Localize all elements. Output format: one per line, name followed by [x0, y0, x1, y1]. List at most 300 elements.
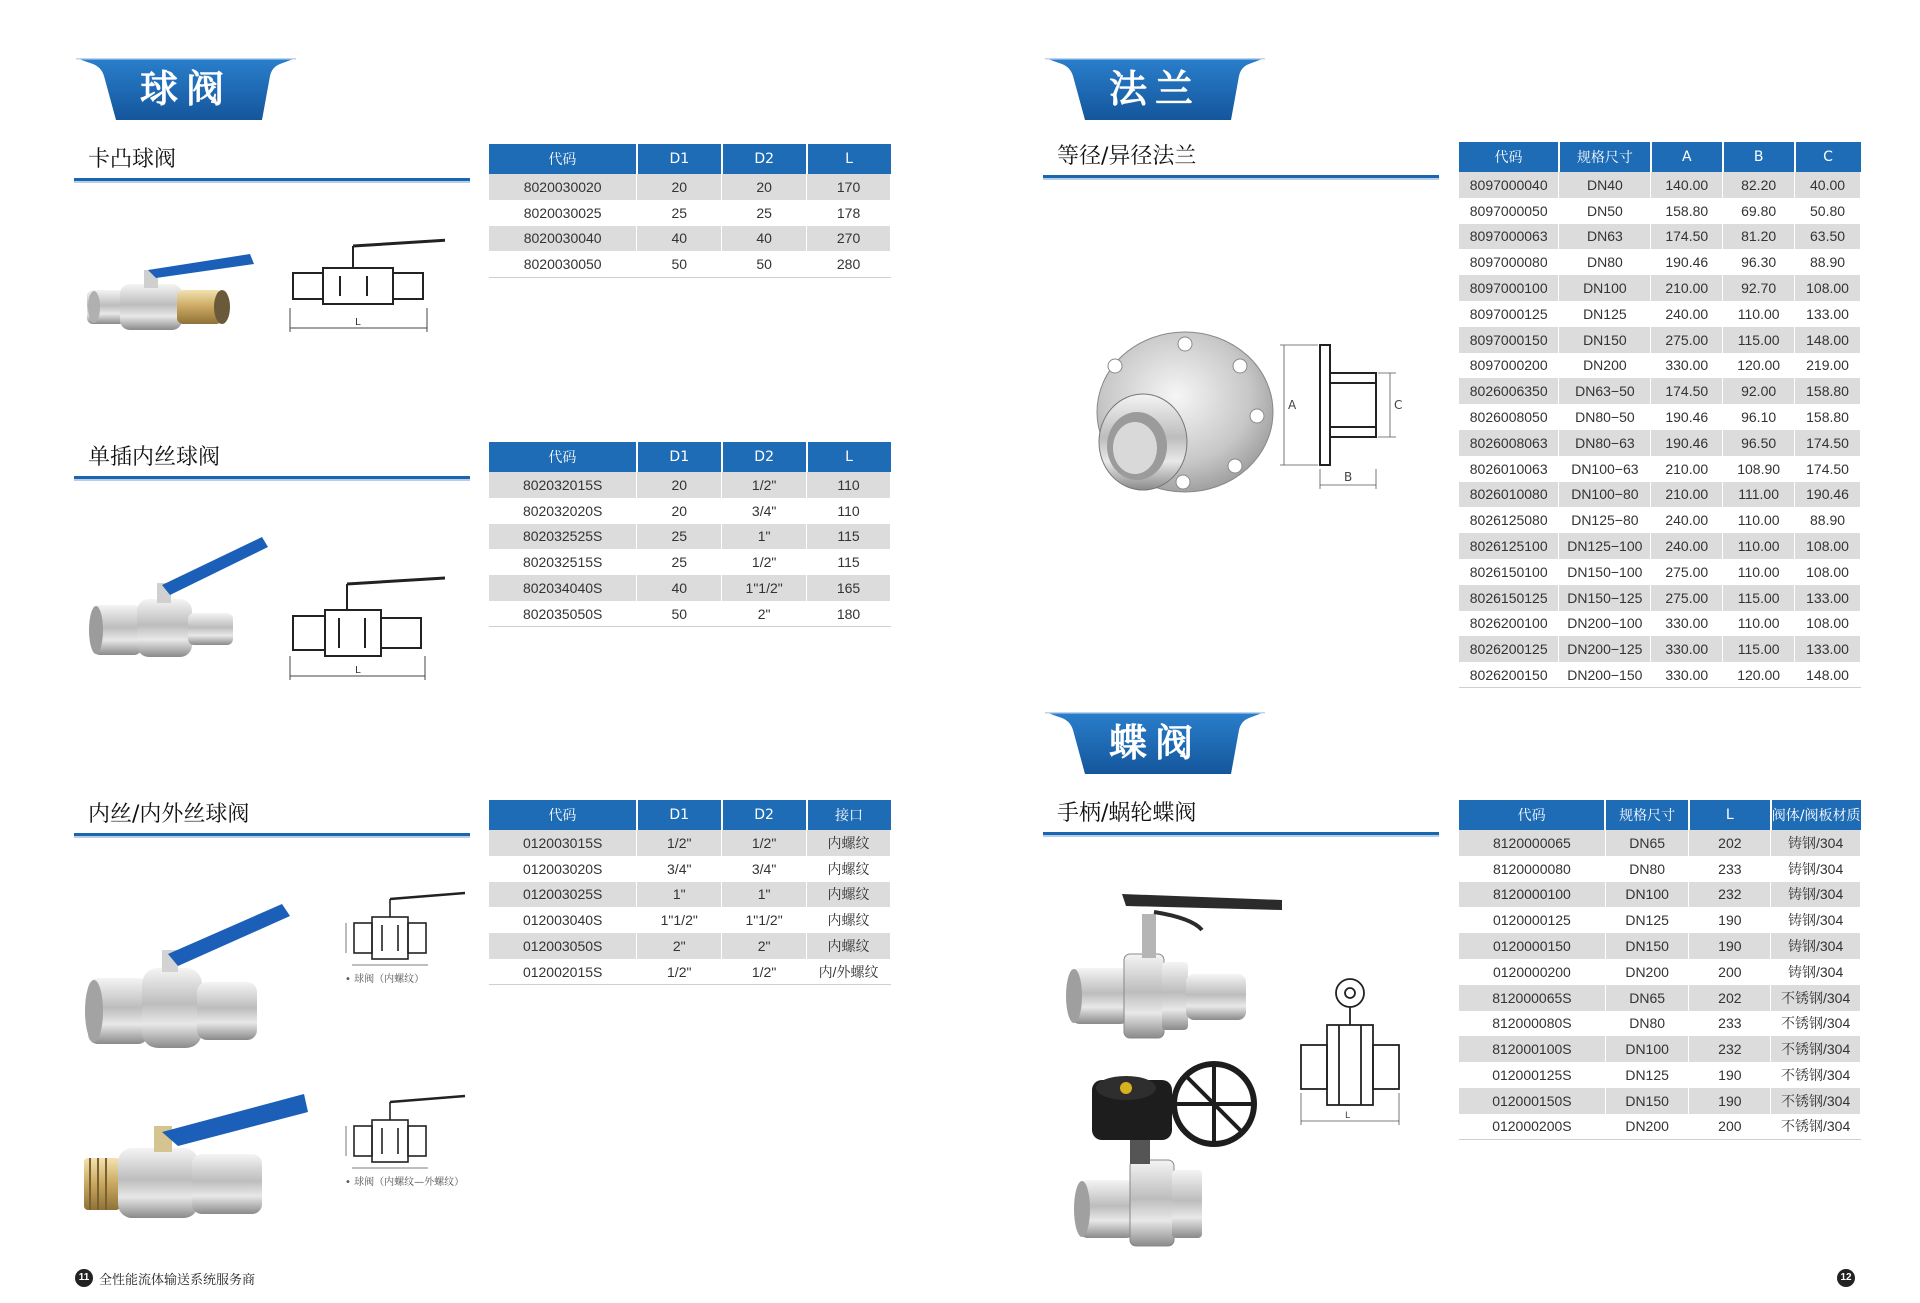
- table-cell: 330.00: [1651, 353, 1723, 379]
- footer-slogan: 全性能流体输送系统服务商: [99, 1272, 256, 1288]
- table-row: [1459, 1011, 1861, 1037]
- table-cell: 铸钢/304: [1771, 830, 1861, 856]
- table-row: [1459, 378, 1861, 404]
- table-cell: 不锈钢/304: [1771, 1062, 1861, 1088]
- subsection-title: 内丝/内外丝球阀: [88, 802, 250, 827]
- table-cell: 210.00: [1651, 275, 1723, 301]
- table-cell: 148.00: [1795, 327, 1861, 353]
- table-row: [1459, 636, 1861, 662]
- table-cell: DN63−50: [1559, 378, 1651, 404]
- table-cell: DN80: [1605, 856, 1689, 882]
- table-cell: 8097000080: [1459, 249, 1559, 275]
- table-cell: DN80: [1605, 1011, 1689, 1037]
- table-cell: 25: [637, 549, 722, 575]
- subsection-heading-ns: [74, 800, 470, 838]
- table-cell: 1": [722, 524, 807, 550]
- table-cell: 108.00: [1795, 533, 1861, 559]
- table-row: [1459, 275, 1861, 301]
- table-cell: 012000150S: [1459, 1088, 1605, 1114]
- table-cell: 190.46: [1651, 249, 1723, 275]
- column-header: B: [1723, 142, 1795, 172]
- table-cell: 8026125080: [1459, 507, 1559, 533]
- table-cell: 内螺纹: [807, 882, 891, 908]
- table-cell: 铸钢/304: [1771, 856, 1861, 882]
- heading-underline: [74, 476, 470, 481]
- table-cell: 3/4": [722, 856, 807, 882]
- table-cell: 110.00: [1723, 507, 1795, 533]
- table-cell: 232: [1689, 882, 1771, 908]
- table-cell: 内螺纹: [807, 856, 891, 882]
- table-row: [489, 226, 891, 252]
- table-cell: 2": [722, 933, 807, 959]
- section-banner-flange: [1045, 58, 1265, 120]
- table-cell: 铸钢/304: [1771, 907, 1861, 933]
- table-cell: DN200−125: [1559, 636, 1651, 662]
- table-cell: 111.00: [1723, 482, 1795, 508]
- table-cell: 174.50: [1651, 378, 1723, 404]
- table-cell: 8020030050: [489, 251, 637, 277]
- table-cell: 802032525S: [489, 524, 637, 550]
- table-cell: DN150: [1605, 1088, 1689, 1114]
- table-row: [1459, 507, 1861, 533]
- table-cell: 88.90: [1795, 507, 1861, 533]
- table-cell: 8020030025: [489, 200, 637, 226]
- table-cell: 802032015S: [489, 472, 637, 498]
- table-cell: 1/2": [637, 959, 722, 985]
- table-cell: 240.00: [1651, 301, 1723, 327]
- table-row: [489, 200, 891, 226]
- table-cell: DN65: [1605, 985, 1689, 1011]
- table-cell: DN63: [1559, 224, 1651, 250]
- table-row: [1459, 224, 1861, 250]
- table-cell: 8020030020: [489, 174, 637, 200]
- section-title: 法兰: [1108, 67, 1201, 111]
- table-cell: 110.00: [1723, 533, 1795, 559]
- table-cell: 8026010063: [1459, 456, 1559, 482]
- table-cell: 812000080S: [1459, 1011, 1605, 1037]
- column-header: 代码: [489, 442, 637, 472]
- table-cell: 110.00: [1723, 559, 1795, 585]
- table-row: [1459, 353, 1861, 379]
- table-cell: 110: [807, 472, 891, 498]
- table-cell: 2": [637, 933, 722, 959]
- table-cell: 012000125S: [1459, 1062, 1605, 1088]
- ball-valve-ns-drawing-1: [340, 885, 470, 975]
- ball-valve-dc-photo: [82, 535, 272, 670]
- table-row: [1459, 172, 1861, 198]
- table-row: [1459, 611, 1861, 637]
- table-cell: 50: [637, 601, 722, 627]
- dim-label: B: [1344, 470, 1353, 484]
- table-cell: 108.00: [1795, 611, 1861, 637]
- table-cell: 115: [807, 549, 891, 575]
- table-row: [1459, 1088, 1861, 1114]
- table-cell: 0120000150: [1459, 933, 1605, 959]
- table-row: [1459, 533, 1861, 559]
- table-cell: DN125−100: [1559, 533, 1651, 559]
- table-cell: 330.00: [1651, 611, 1723, 637]
- table-cell: DN125: [1559, 301, 1651, 327]
- table-cell: 不锈钢/304: [1771, 1036, 1861, 1062]
- table-cell: 20: [722, 174, 807, 200]
- table-cell: 8026008063: [1459, 430, 1559, 456]
- table-cell: 50: [722, 251, 807, 277]
- column-header: D2: [722, 144, 807, 174]
- table-cell: 802035050S: [489, 601, 637, 627]
- table-row: [1459, 1062, 1861, 1088]
- table-cell: 8020030040: [489, 226, 637, 252]
- table-cell: 802032515S: [489, 549, 637, 575]
- table-cell: 190: [1689, 933, 1771, 959]
- table-cell: 158.80: [1795, 378, 1861, 404]
- table-cell: DN100−63: [1559, 456, 1651, 482]
- column-header: 接口: [807, 800, 891, 830]
- column-header: D1: [637, 442, 722, 472]
- ball-valve-kt-photo: [82, 240, 262, 350]
- column-header: 阀体/阀板材质: [1771, 800, 1861, 830]
- page-number-right: 12: [1837, 1269, 1855, 1287]
- table-cell: 8097000063: [1459, 224, 1559, 250]
- table-row: [489, 498, 891, 524]
- table-cell: 190: [1689, 1062, 1771, 1088]
- flange-drawing: [1270, 335, 1410, 495]
- table-cell: 不锈钢/304: [1771, 1114, 1861, 1140]
- table-cell: 012002015S: [489, 959, 637, 985]
- subsection-title: 卡凸球阀: [88, 147, 177, 172]
- table-cell: 270: [807, 226, 891, 252]
- table-cell: 115.00: [1723, 636, 1795, 662]
- column-header: D2: [722, 442, 807, 472]
- table-cell: 158.80: [1795, 404, 1861, 430]
- table-cell: 200: [1689, 959, 1771, 985]
- table-cell: 240.00: [1651, 507, 1723, 533]
- table-cell: 8120000065: [1459, 830, 1605, 856]
- table-row: [1459, 856, 1861, 882]
- table-cell: 280: [807, 251, 891, 277]
- subsection-title: 单插内丝球阀: [88, 445, 221, 470]
- table-row: [1459, 559, 1861, 585]
- table-row: [1459, 830, 1861, 856]
- table-cell: 202: [1689, 830, 1771, 856]
- subsection-heading-dc: [74, 443, 470, 481]
- table-cell: 219.00: [1795, 353, 1861, 379]
- table-cell: 174.50: [1795, 430, 1861, 456]
- column-header: C: [1795, 142, 1861, 172]
- table-cell: 115.00: [1723, 585, 1795, 611]
- table-cell: 8026125100: [1459, 533, 1559, 559]
- table-cell: 232: [1689, 1036, 1771, 1062]
- table-cell: DN200−100: [1559, 611, 1651, 637]
- table-row: [1459, 1036, 1861, 1062]
- table-cell: 8026200150: [1459, 662, 1559, 688]
- table-cell: 8097000100: [1459, 275, 1559, 301]
- dim-label: L: [1345, 1111, 1351, 1121]
- drawing-caption: • 球阀（内螺纹—外螺纹）: [345, 1177, 465, 1188]
- subsection-title: 手柄/蜗轮蝶阀: [1057, 801, 1197, 826]
- table-cell: 012003025S: [489, 882, 637, 908]
- butterfly-valve-drawing: [1295, 975, 1405, 1135]
- table-cell: 25: [637, 524, 722, 550]
- table-cell: 802034040S: [489, 575, 637, 601]
- table-cell: 240.00: [1651, 533, 1723, 559]
- subsection-title: 等径/异径法兰: [1057, 144, 1197, 169]
- table-cell: 275.00: [1651, 327, 1723, 353]
- table-cell: 174.50: [1795, 456, 1861, 482]
- table-cell: 96.10: [1723, 404, 1795, 430]
- table-cell: DN150: [1605, 933, 1689, 959]
- table-row: [489, 575, 891, 601]
- heading-underline: [74, 833, 470, 838]
- table-cell: 1": [637, 882, 722, 908]
- table-cell: DN200: [1605, 959, 1689, 985]
- table-cell: 148.00: [1795, 662, 1861, 688]
- table-cell: 8026010080: [1459, 482, 1559, 508]
- table-row: [489, 933, 891, 959]
- spec-table-ns: [489, 800, 891, 985]
- table-cell: 1/2": [722, 959, 807, 985]
- table-row: [1459, 327, 1861, 353]
- table-cell: 0120000125: [1459, 907, 1605, 933]
- table-cell: 190.46: [1651, 404, 1723, 430]
- table-cell: 115.00: [1723, 327, 1795, 353]
- table-cell: 8026200125: [1459, 636, 1559, 662]
- column-header: 规格尺寸: [1559, 142, 1651, 172]
- table-cell: 8097000050: [1459, 198, 1559, 224]
- table-cell: DN100−80: [1559, 482, 1651, 508]
- table-row: [1459, 907, 1861, 933]
- table-row: [1459, 301, 1861, 327]
- table-cell: 81.20: [1723, 224, 1795, 250]
- column-header: D1: [637, 800, 722, 830]
- table-cell: 012003050S: [489, 933, 637, 959]
- section-title: 蝶阀: [1108, 721, 1201, 765]
- table-cell: 1": [722, 882, 807, 908]
- table-cell: 165: [807, 575, 891, 601]
- table-row: [1459, 404, 1861, 430]
- table-cell: DN125−80: [1559, 507, 1651, 533]
- table-cell: DN100: [1605, 1036, 1689, 1062]
- table-cell: 108.00: [1795, 559, 1861, 585]
- table-cell: DN150−100: [1559, 559, 1651, 585]
- table-cell: DN80−63: [1559, 430, 1651, 456]
- spec-table-dc: [489, 442, 891, 627]
- ball-valve-ns-photo-1: [82, 898, 292, 1058]
- table-cell: 内/外螺纹: [807, 959, 891, 985]
- spec-table-kt: [489, 144, 891, 278]
- table-cell: 8097000040: [1459, 172, 1559, 198]
- table-row: [1459, 959, 1861, 985]
- table-cell: DN150−125: [1559, 585, 1651, 611]
- table-cell: 8026006350: [1459, 378, 1559, 404]
- table-cell: 1/2": [722, 549, 807, 575]
- subsection-heading-bf: [1043, 799, 1439, 837]
- table-cell: DN80−50: [1559, 404, 1651, 430]
- table-cell: DN40: [1559, 172, 1651, 198]
- table-row: [489, 907, 891, 933]
- column-header: A: [1651, 142, 1723, 172]
- table-cell: DN200: [1559, 353, 1651, 379]
- table-cell: 铸钢/304: [1771, 959, 1861, 985]
- heading-underline: [1043, 832, 1439, 837]
- table-cell: DN50: [1559, 198, 1651, 224]
- section-banner-butterfly: [1045, 712, 1265, 774]
- table-cell: 1/2": [722, 472, 807, 498]
- table-cell: DN200: [1605, 1114, 1689, 1140]
- column-header: 代码: [489, 144, 637, 174]
- table-cell: 012003040S: [489, 907, 637, 933]
- spec-table-fl: [1459, 142, 1861, 688]
- table-cell: 40.00: [1795, 172, 1861, 198]
- page-number-left: 11: [75, 1269, 93, 1287]
- table-cell: 铸钢/304: [1771, 933, 1861, 959]
- table-cell: 8026150100: [1459, 559, 1559, 585]
- table-cell: DN125: [1605, 907, 1689, 933]
- footer-left: [75, 1267, 255, 1289]
- table-cell: DN80: [1559, 249, 1651, 275]
- dim-label: C: [1394, 398, 1403, 412]
- column-header: L: [1689, 800, 1771, 830]
- table-row: [1459, 482, 1861, 508]
- table-row: [489, 524, 891, 550]
- table-cell: 不锈钢/304: [1771, 1011, 1861, 1037]
- table-cell: 50.80: [1795, 198, 1861, 224]
- table-cell: 88.90: [1795, 249, 1861, 275]
- table-cell: 190: [1689, 907, 1771, 933]
- table-cell: 812000100S: [1459, 1036, 1605, 1062]
- table-cell: 96.30: [1723, 249, 1795, 275]
- table-cell: 275.00: [1651, 585, 1723, 611]
- table-cell: 174.50: [1651, 224, 1723, 250]
- column-header: 代码: [1459, 800, 1605, 830]
- column-header: D1: [637, 144, 722, 174]
- table-cell: 40: [637, 575, 722, 601]
- table-cell: 108.00: [1795, 275, 1861, 301]
- subsection-heading-fl: [1043, 142, 1439, 180]
- table-cell: 2": [722, 601, 807, 627]
- table-cell: 8120000100: [1459, 882, 1605, 908]
- table-cell: 92.00: [1723, 378, 1795, 404]
- table-cell: 275.00: [1651, 559, 1723, 585]
- table-cell: 012003020S: [489, 856, 637, 882]
- table-cell: 330.00: [1651, 662, 1723, 688]
- table-cell: 180: [807, 601, 891, 627]
- table-row: [1459, 430, 1861, 456]
- flange-photo: [1075, 330, 1275, 505]
- table-row: [1459, 1114, 1861, 1140]
- table-cell: 330.00: [1651, 636, 1723, 662]
- table-cell: DN200−150: [1559, 662, 1651, 688]
- ball-valve-ns-drawing-2: [340, 1088, 470, 1178]
- table-row: [489, 601, 891, 627]
- table-cell: 812000065S: [1459, 985, 1605, 1011]
- table-cell: 3/4": [722, 498, 807, 524]
- table-row: [1459, 985, 1861, 1011]
- table-row: [1459, 198, 1861, 224]
- table-cell: 210.00: [1651, 482, 1723, 508]
- table-cell: 不锈钢/304: [1771, 985, 1861, 1011]
- spec-table-bf: [1459, 800, 1861, 1140]
- table-cell: 115: [807, 524, 891, 550]
- butterfly-valve-gear-photo: [1072, 1060, 1272, 1250]
- column-header: L: [807, 144, 891, 174]
- heading-underline: [74, 178, 470, 183]
- dim-label: L: [355, 317, 361, 328]
- table-cell: 120.00: [1723, 353, 1795, 379]
- table-row: [489, 174, 891, 200]
- table-cell: 96.50: [1723, 430, 1795, 456]
- table-cell: 190.46: [1651, 430, 1723, 456]
- table-cell: 20: [637, 472, 722, 498]
- table-cell: 233: [1689, 856, 1771, 882]
- table-cell: 140.00: [1651, 172, 1723, 198]
- table-row: [1459, 249, 1861, 275]
- ball-valve-ns-photo-2: [82, 1088, 312, 1228]
- column-header: L: [807, 442, 891, 472]
- table-cell: 133.00: [1795, 585, 1861, 611]
- table-row: [489, 830, 891, 856]
- table-cell: 20: [637, 498, 722, 524]
- table-cell: 8026150125: [1459, 585, 1559, 611]
- table-cell: 110.00: [1723, 301, 1795, 327]
- table-row: [489, 472, 891, 498]
- table-row: [489, 251, 891, 277]
- table-cell: 1/2": [722, 830, 807, 856]
- table-cell: 内螺纹: [807, 907, 891, 933]
- table-cell: 158.80: [1651, 198, 1723, 224]
- table-cell: 8026008050: [1459, 404, 1559, 430]
- table-cell: 133.00: [1795, 301, 1861, 327]
- table-cell: 1/2": [637, 830, 722, 856]
- dim-label: A: [1288, 398, 1297, 412]
- table-cell: 40: [637, 226, 722, 252]
- table-cell: DN125: [1605, 1062, 1689, 1088]
- table-cell: 190: [1689, 1088, 1771, 1114]
- table-row: [1459, 882, 1861, 908]
- table-cell: 8097000125: [1459, 301, 1559, 327]
- table-row: [1459, 933, 1861, 959]
- table-cell: 110.00: [1723, 611, 1795, 637]
- table-cell: 012003015S: [489, 830, 637, 856]
- table-cell: 190.46: [1795, 482, 1861, 508]
- table-cell: 110: [807, 498, 891, 524]
- table-cell: 8120000080: [1459, 856, 1605, 882]
- table-cell: 8097000200: [1459, 353, 1559, 379]
- table-cell: 3/4": [637, 856, 722, 882]
- table-row: [489, 959, 891, 985]
- section-banner-ball-valve: [76, 58, 296, 120]
- section-title: 球阀: [139, 67, 232, 111]
- table-cell: 内螺纹: [807, 933, 891, 959]
- table-cell: 170: [807, 174, 891, 200]
- column-header: D2: [722, 800, 807, 830]
- table-cell: 200: [1689, 1114, 1771, 1140]
- table-cell: 内螺纹: [807, 830, 891, 856]
- table-cell: 133.00: [1795, 636, 1861, 662]
- column-header: 代码: [489, 800, 637, 830]
- table-row: [1459, 456, 1861, 482]
- table-cell: 210.00: [1651, 456, 1723, 482]
- table-cell: DN65: [1605, 830, 1689, 856]
- table-row: [489, 856, 891, 882]
- column-header: 代码: [1459, 142, 1559, 172]
- table-cell: 不锈钢/304: [1771, 1088, 1861, 1114]
- column-header: 规格尺寸: [1605, 800, 1689, 830]
- butterfly-valve-handle-photo: [1062, 880, 1292, 1040]
- table-cell: 69.80: [1723, 198, 1795, 224]
- table-cell: 63.50: [1795, 224, 1861, 250]
- table-cell: DN100: [1605, 882, 1689, 908]
- table-cell: 1"1/2": [637, 907, 722, 933]
